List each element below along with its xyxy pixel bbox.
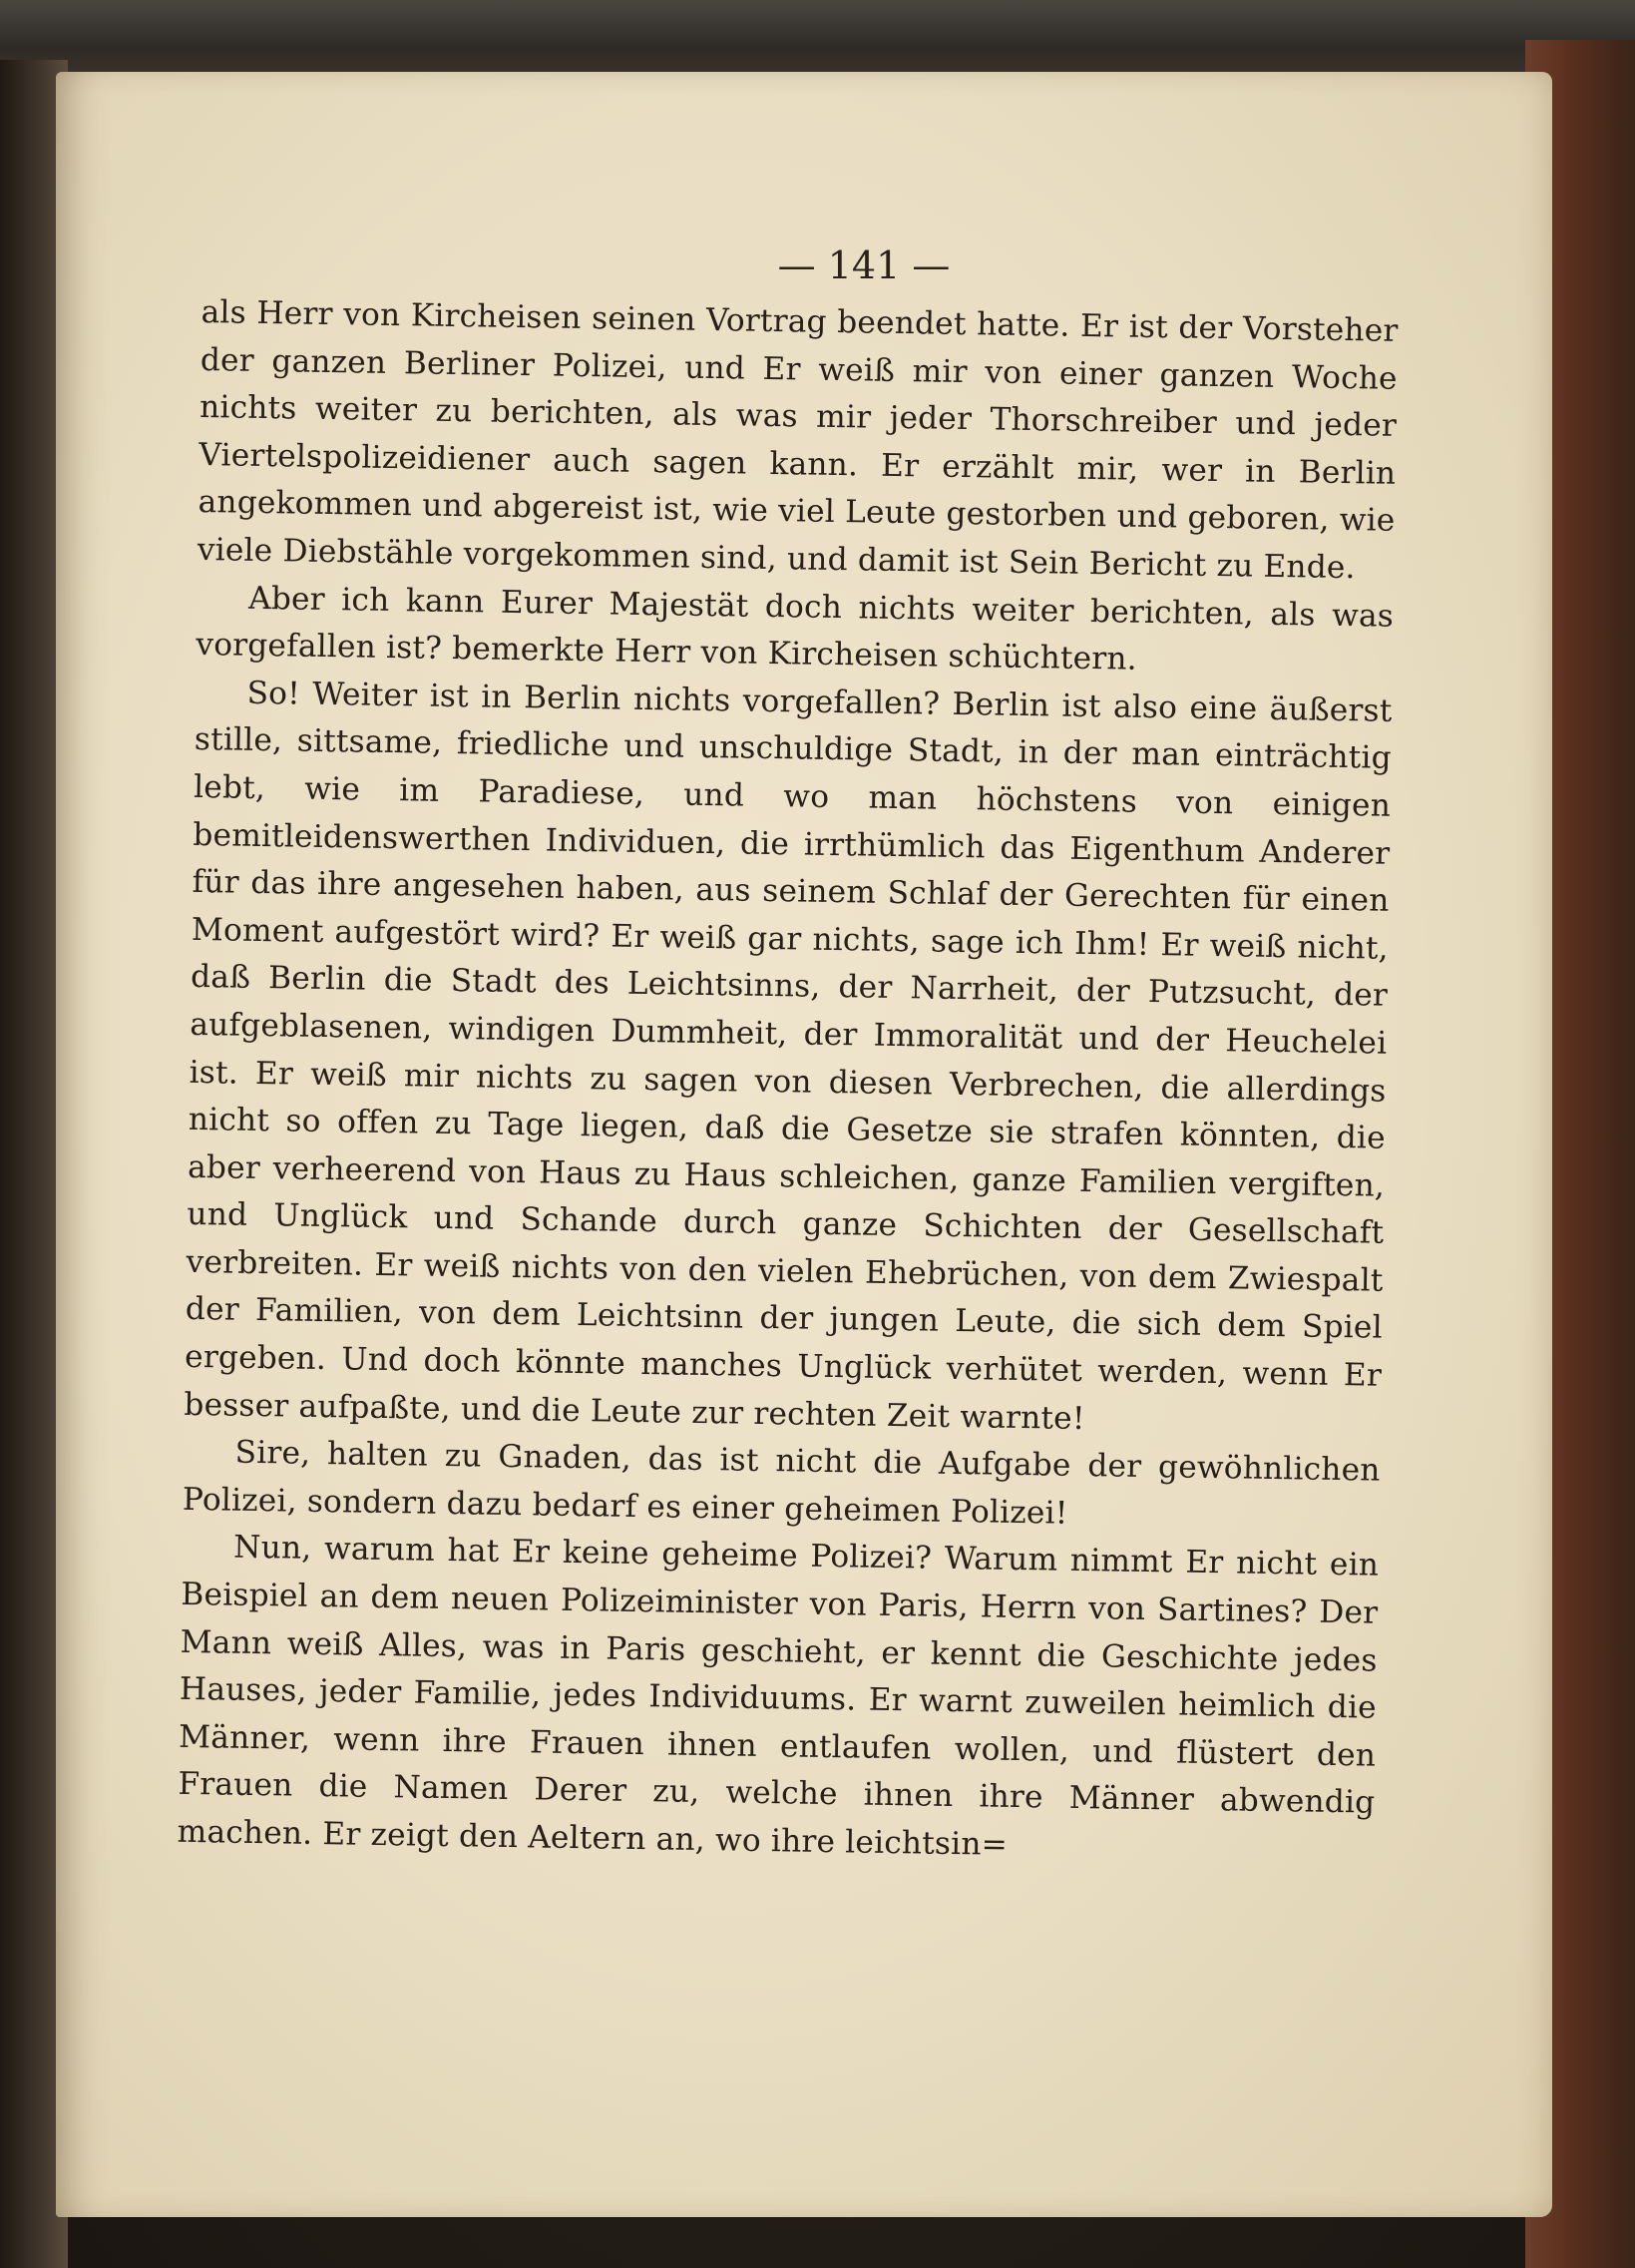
background-strip [0,0,1635,80]
paragraph-2: Aber ich kann Eurer Majestät doch nichts weiter berichten, als was vorgefallen ist? bemerkte Herr von Kircheisen schüchtern. [196,580,1395,678]
paragraph-4: Sire, halten zu Gnaden, das ist nicht die Aufgabe der gewöhnlichen Polizei, sondern dazu bedarf es einer geheimen Polizei! [182,1434,1381,1532]
body-text [177,289,1399,1875]
paragraph-3: So! Weiter ist in Berlin nichts vorgefallen? Berlin ist also eine äußerst stille, sittsame, friedliche und unschuldige Stadt, in der man einträchtig lebt, wie im Paradiese, und wo man höchstens von einigen bemitleidenswerthen Individuen, die irrthümlich das Eigenthum Anderer für das ihre angesehen haben, aus seinem Schlaf der Gerechten für einen Moment aufgestört wird? Er weiß gar nichts, sage ich Ihm! Er weiß nicht, daß Berlin die Stadt des Leichtsinns, der Narrheit, der Putzsucht, der aufgeblasenen, windigen Dummheit, der Immoralität und der Heuchelei ist. Er weiß mir nichts zu sagen von diesen Verbrechen, die allerdings nicht so offen zu Tage liegen, daß die Gesetze sie strafen könnten, die aber verheerend von Haus zu Haus schleichen, ganze Familien vergiften, und Unglück und Schande durch ganze Schichten der Gesellschaft verbreiten. Er weiß nichts von den vielen Ehebrüchen, von dem Zwiespalt der Familien, von dem Leichtsinn der jungen Leute, die sich dem Spiel ergeben. Und doch könnte manches Unglück verhütet werden, wenn Er besser aufpaßte, und die Leute zur rechten Zeit warnte! [184,675,1393,1437]
paragraph-1: als Herr von Kircheisen seinen Vortrag beendet hatte. Er ist der Vorsteher der ganzen Berliner Polizei, und Er weiß mir von einer ganzen Woche nichts weiter zu berichten, als was mir jeder Thorschreiber und jeder Viertelspolizeidiener auch sagen kann. Er erzählt mir, wer in Berlin angekommen und abgereist ist, wie viel Leute gestorben und geboren, wie viele Diebstähle vorgekommen sind, und damit ist Sein Bericht zu Ende. [197,293,1399,587]
book-page [56,72,1552,2217]
page-number: — 141 — [777,243,951,287]
paragraph-5: Nun, warum hat Er keine geheime Polizei? Warum nimmt Er nicht ein Beispiel an dem neuen Polizeiminister von Paris, Herrn von Sartines? Der Mann weiß Alles, was in Paris geschieht, er kennt die Geschichte jedes Hauses, jeder Familie, jedes Individuums. Er warnt zuweilen heimlich die Männer, wenn ihre Frauen ihnen entlaufen wollen, und flüstert den Frauen die Namen Derer zu, welche ihnen ihre Männer abwendig machen. Er zeigt den Aeltern an, wo ihre leichtsin= [177,1530,1380,1863]
